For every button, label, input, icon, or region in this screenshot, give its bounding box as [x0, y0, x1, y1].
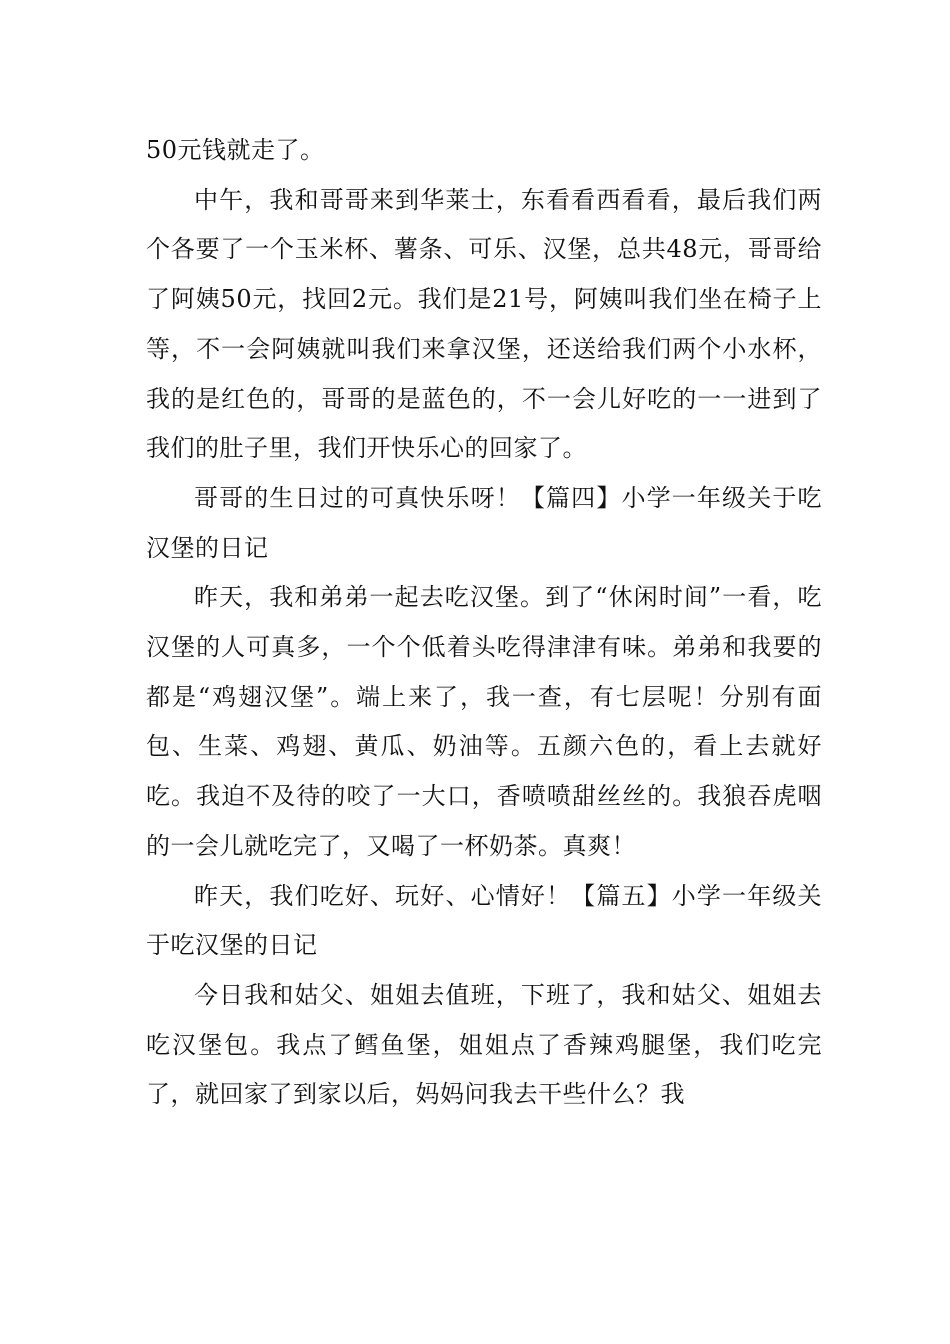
paragraph-6: 今日我和姑父、姐姐去值班，下班了，我和姑父、姐姐去吃汉堡包。我点了鳕鱼堡，姐姐点了香辣鸡腿堡，我们吃完了，就回家了到家以后，妈妈问我去干些什么？我 [146, 980, 822, 1109]
paragraph-1: 50元钱就走了。 [146, 136, 325, 164]
paragraph-3: 哥哥的生日过的可真快乐呀！【篇四】小学一年级关于吃汉堡的日记 [146, 483, 822, 562]
paragraph-2: 中午，我和哥哥来到华莱士，东看看西看看，最后我们两个各要了一个玉米杯、薯条、可乐、汉堡，总共48元，哥哥给了阿姨50元，找回2元。我们是21号，阿姨叫我们坐在椅子上等，不一会阿姨就叫我们来拿汉堡，还送给我们两个小水杯，我的是红色的，哥哥的是蓝色的，不一会儿好吃的一一进到了我们的肚子里，我们开快乐心的回家了。 [146, 185, 822, 463]
paragraph-4: 昨天，我和弟弟一起去吃汉堡。到了“休闲时间”一看，吃汉堡的人可真多，一个个低着头吃得津津有味。弟弟和我要的都是“鸡翅汉堡”。端上来了，我一查，有七层呢！分别有面包、生菜、鸡翅、黄瓜、奶油等。五颜六色的，看上去就好吃。我迫不及待的咬了一大口，香喷喷甜丝丝的。我狼吞虎咽的一会儿就吃完了，又喝了一杯奶茶。真爽！ [146, 583, 822, 860]
document-body [146, 126, 822, 1120]
paragraph-5: 昨天，我们吃好、玩好、心情好！【篇五】小学一年级关于吃汉堡的日记 [146, 881, 822, 960]
